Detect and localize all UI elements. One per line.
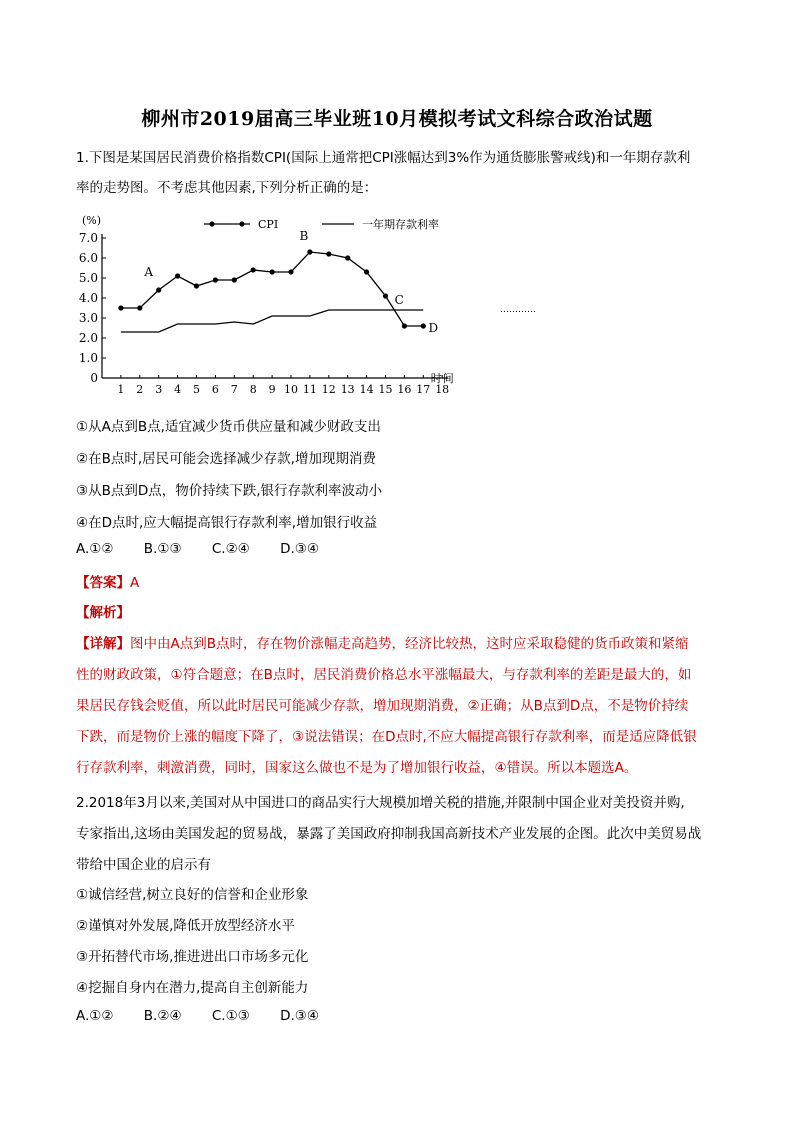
q1-detail-line-5: 行存款利率，刺激消费，同时，国家这么做也不是为了增加银行收益，④错误。所以本题选A。	[76, 760, 638, 776]
trailing-dots: …………	[500, 305, 536, 315]
x-tick-label: 13	[340, 383, 355, 396]
q1-detail-line-4: 下跌，而是物价上涨的幅度下降了，③说法错误；在D点时,不应大幅提高银行存款利率，而是适应降低银	[76, 729, 697, 745]
x-tick-label: 16	[397, 383, 412, 396]
point-label-b: B	[299, 229, 309, 243]
q2-option-c: C.①③	[211, 1008, 250, 1024]
q1-statement-4: ④在D点时,应大幅提高银行存款利率,增加银行收益	[76, 515, 378, 531]
q1-detail-line-1	[76, 632, 689, 652]
q2-statement-3: ③开拓替代市场,推进进出口市场多元化	[76, 949, 309, 965]
series-line-interest-rate	[121, 310, 423, 332]
cpi-data-point	[213, 277, 218, 282]
answer-value: A	[130, 575, 140, 591]
cpi-data-point	[402, 323, 407, 328]
q1-option-a: A.①②	[76, 541, 114, 557]
y-tick-label: 6.0	[78, 251, 98, 265]
q1-statement-3: ③从B点到D点，物价持续下跌,银行存款利率波动小	[76, 483, 383, 499]
y-tick-label: 1.0	[78, 351, 98, 365]
legend-cpi-label: CPI	[258, 218, 279, 231]
cpi-data-point	[137, 305, 142, 310]
point-label-d: D	[428, 321, 439, 335]
q2-option-d: D.③④	[280, 1008, 319, 1024]
q1-option-b: B.①③	[143, 541, 182, 557]
q1-detail-line-2: 性的财政政策，①符合题意；在B点时，居民消费价格总水平涨幅最大，与存款利率的差距是最大的，如	[76, 667, 692, 683]
y-tick-label: 5.0	[78, 271, 98, 285]
answer-tag: 【答案】	[76, 575, 130, 591]
q1-option-d: D.③④	[280, 541, 319, 557]
q2-option-b: B.②④	[143, 1008, 182, 1024]
legend-cpi-marker	[239, 221, 244, 226]
x-tick-label: 11	[302, 383, 317, 396]
cpi-data-point	[326, 251, 331, 256]
x-tick-label: 18	[435, 383, 450, 396]
cpi-data-point	[156, 287, 161, 292]
page-title: 柳州市2019届高三毕业班10月模拟考试文科综合政治试题	[141, 108, 653, 130]
cpi-data-point	[118, 305, 123, 310]
q1-statement-2: ②在B点时,居民可能会选择减少存款,增加现期消费	[76, 451, 376, 467]
q1-options	[76, 541, 345, 557]
q1-statement-1: ①从A点到B点,适宜减少货币供应量和减少财政支出	[76, 419, 381, 435]
x-tick-label: 1	[117, 383, 125, 396]
cpi-data-point	[270, 269, 275, 274]
cpi-data-point	[307, 249, 312, 254]
x-tick-label: 4	[174, 383, 182, 396]
point-label-a: A	[144, 265, 154, 279]
y-tick-label: 0	[90, 371, 98, 385]
q1-answer	[76, 571, 139, 591]
series-line-cpi	[121, 252, 423, 326]
x-tick-label: 10	[284, 383, 298, 396]
q2-stem-line-2: 专家指出,这场由美国发起的贸易战，暴露了美国政府抑制我国高新技术产业发展的企图。此次中美贸易战	[76, 826, 702, 842]
x-tick-label: 2	[136, 383, 144, 396]
q1-stem-line-2: 率的走势图。不考虑其他因素,下列分析正确的是：	[76, 180, 378, 196]
x-tick-label: 14	[359, 383, 374, 396]
y-tick-label: 2.0	[78, 331, 98, 345]
q2-statement-1: ①诚信经营,树立良好的信誉和企业形象	[76, 887, 309, 903]
cpi-interest-line-chart	[72, 210, 552, 405]
x-tick-label: 8	[249, 383, 257, 396]
q2-statement-2: ②谨慎对外发展,降低开放型经济水平	[76, 918, 295, 934]
q2-stem-line-1: 2.2018年3月以来,美国对从中国进口的商品实行大规模加增关税的措施,并限制中国企业对美投资并购,	[76, 795, 685, 811]
x-tick-label: 5	[193, 383, 200, 396]
cpi-data-point	[194, 283, 199, 288]
cpi-data-point	[421, 323, 426, 328]
y-tick-label: 7.0	[78, 231, 98, 245]
x-tick-label: 7	[230, 383, 238, 396]
x-tick-label: 12	[321, 383, 336, 396]
q1-detail-line-3: 果居民存钱会贬值，所以此时居民可能减少存款，增加现期消费，②正确；从B点到D点，不是物价持续	[76, 698, 689, 714]
y-tick-label: 4.0	[78, 291, 98, 305]
legend-cpi-marker	[209, 221, 214, 226]
q2-options	[76, 1008, 345, 1024]
cpi-data-point	[288, 269, 293, 274]
cpi-data-point	[345, 255, 350, 260]
cpi-data-point	[364, 269, 369, 274]
q2-statement-4: ④挖掘自身内在潜力,提高自主创新能力	[76, 980, 309, 996]
legend-rate-label: 一年期存款利率	[362, 218, 439, 231]
x-tick-label: 3	[155, 383, 163, 396]
x-axis-title-char: 时	[430, 372, 442, 385]
y-tick-label: 3.0	[78, 311, 98, 325]
point-label-c: C	[394, 293, 404, 307]
cpi-data-point	[383, 293, 388, 298]
y-unit-label: (%)	[82, 214, 102, 227]
q2-stem-line-3: 带给中国企业的启示有	[76, 857, 211, 873]
q1-option-c: C.②④	[211, 541, 250, 557]
q2-option-a: A.①②	[76, 1008, 114, 1024]
x-tick-label: 17	[416, 383, 431, 396]
x-axis-title-char: 间	[442, 372, 454, 385]
x-tick-label: 6	[211, 383, 219, 396]
x-tick-label: 15	[378, 383, 393, 396]
analysis-tag: 【解析】	[76, 605, 130, 621]
q1-stem-line-1: 1.下图是某国居民消费价格指数CPI(国际上通常把CPI涨幅达到3%作为通货膨胀警戒线)和一年期存款利	[76, 150, 691, 166]
detail-tag: 【详解】	[76, 636, 130, 652]
cpi-data-point	[232, 277, 237, 282]
q1-analysis-heading	[76, 601, 130, 621]
detail-text-1: 图中由A点到B点时，存在物价涨幅走高趋势，经济比较热，这时应采取稳健的货币政策和紧缩	[130, 636, 689, 652]
cpi-data-point	[175, 273, 180, 278]
x-tick-label: 9	[268, 383, 276, 396]
cpi-data-point	[251, 267, 256, 272]
